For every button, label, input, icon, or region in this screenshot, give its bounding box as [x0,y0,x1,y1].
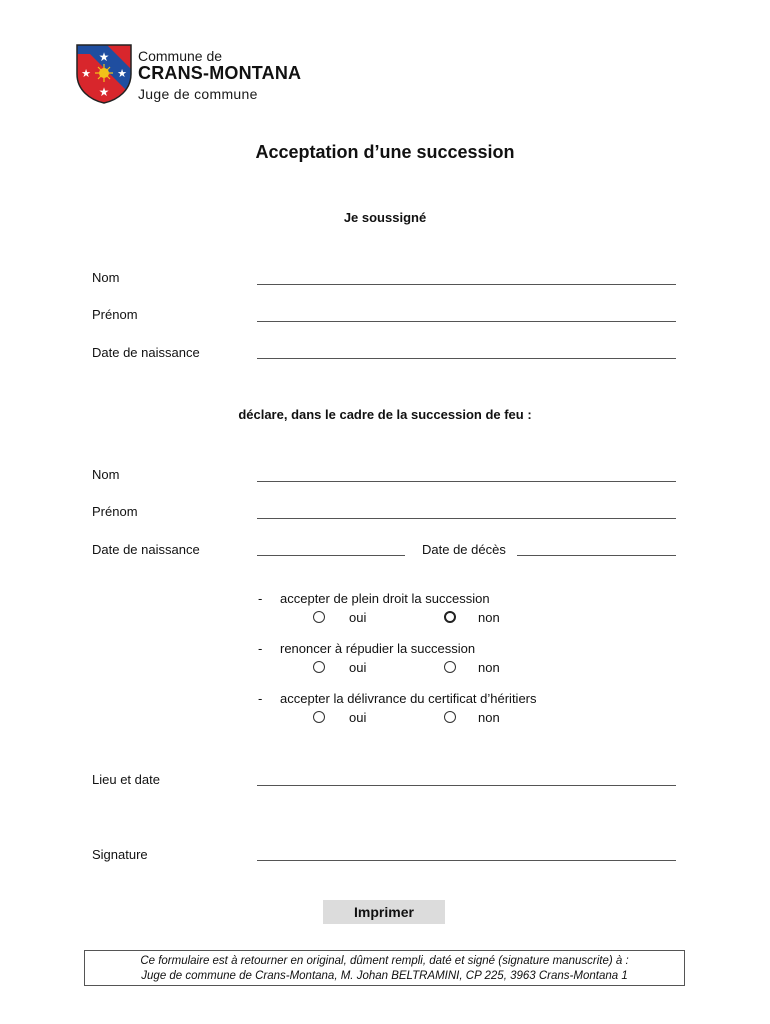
option-3-non-label: non [478,710,500,725]
return-instructions-line1: Ce formulaire est à retourner en original, dûment rempli, daté et signé (signature manuscrite) à : [140,955,629,967]
defunt-prenom-field[interactable] [257,518,676,519]
option-3-text: accepter la délivrance du certificat d’héritiers [280,691,537,706]
declarant-nom-label: Nom [92,270,120,285]
declarant-prenom-field[interactable] [257,321,676,322]
return-instructions-line2: Juge de commune de Crans-Montana, M. Johan BELTRAMINI, CP 225, 3963 Crans-Montana 1 [141,970,628,982]
lieu-date-label: Lieu et date [92,772,160,787]
header-commune-name: CRANS-MONTANA [138,63,302,83]
option-1-dash: - [258,591,263,606]
option-2-oui-radio[interactable] [313,661,325,673]
option-2-non-label: non [478,660,500,675]
svg-text:★: ★ [98,50,110,64]
defunt-nom-field[interactable] [257,481,676,482]
declarant-naissance-field[interactable] [257,358,676,359]
print-button[interactable]: Imprimer [323,900,445,924]
defunt-naissance-field[interactable] [257,555,405,556]
defunt-prenom-label: Prénom [92,504,138,519]
declarant-nom-field[interactable] [257,284,676,285]
option-1-non-label: non [478,610,500,625]
signature-field[interactable] [257,860,676,861]
svg-text:★: ★ [98,85,110,99]
page-title: Acceptation d’une succession [255,142,515,162]
option-2-non-radio[interactable] [444,661,456,673]
option-1-non-radio[interactable] [444,611,456,623]
signature-label: Signature [92,847,148,862]
lieu-date-field[interactable] [257,785,676,786]
option-3-oui-label: oui [349,710,367,725]
defunt-deces-label: Date de décès [422,542,506,557]
defunt-nom-label: Nom [92,467,120,482]
declarant-prenom-label: Prénom [92,307,138,322]
section-heading-je-soussigne: Je soussigné [343,210,427,225]
option-2-text: renoncer à répudier la succession [280,641,476,656]
defunt-naissance-label: Date de naissance [92,542,200,557]
declarant-naissance-label: Date de naissance [92,345,200,360]
svg-text:★: ★ [81,67,91,80]
section-heading-declare: déclare, dans le cadre de la succession de feu : [238,407,532,422]
svg-text:★: ★ [117,67,127,80]
option-1-oui-radio[interactable] [313,611,325,623]
crans-montana-coat-of-arms-logo [76,44,132,104]
option-3-non-radio[interactable] [444,711,456,723]
header-commune-de: Commune de [138,48,223,64]
option-1-text: accepter de plein droit la succession [280,591,490,606]
option-2-oui-label: oui [349,660,367,675]
header-juge-de-commune: Juge de commune [138,86,258,102]
option-3-oui-radio[interactable] [313,711,325,723]
option-3-dash: - [258,691,263,706]
option-2-dash: - [258,641,263,656]
return-instructions-box [84,950,685,986]
option-1-oui-label: oui [349,610,367,625]
defunt-deces-field[interactable] [517,555,676,556]
